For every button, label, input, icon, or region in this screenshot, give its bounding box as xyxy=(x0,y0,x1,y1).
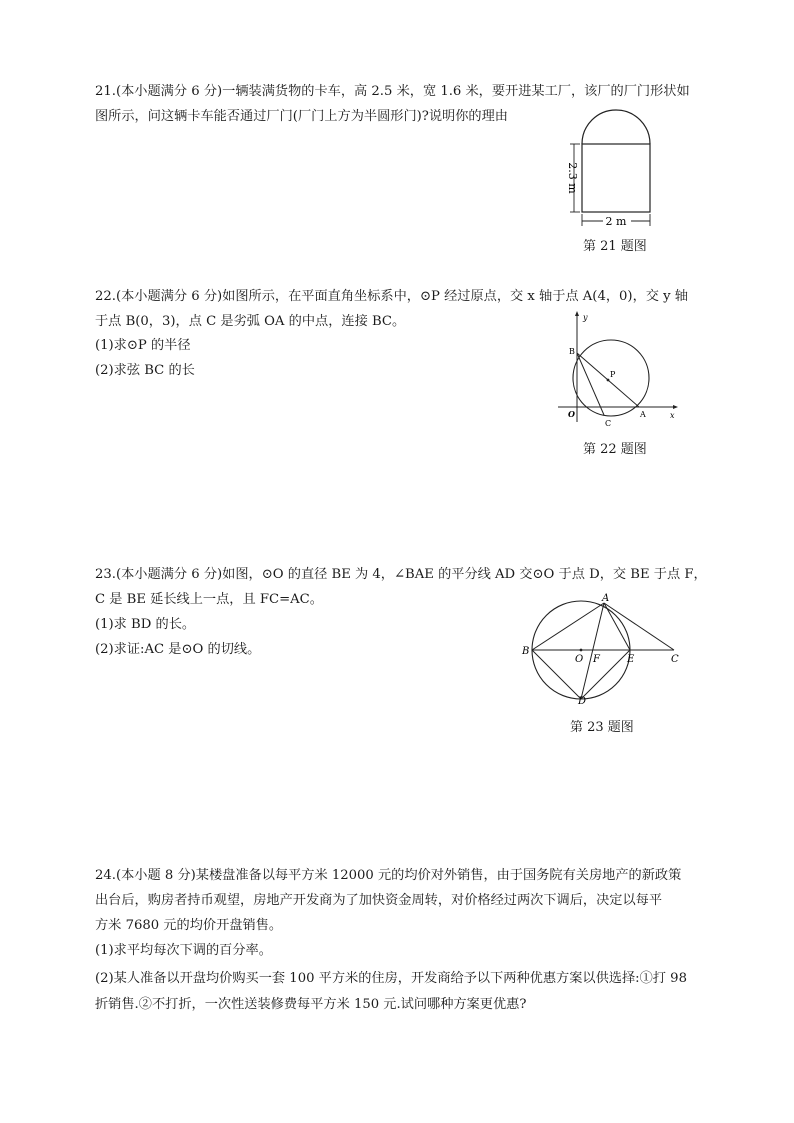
q21-width-label: 2 m xyxy=(605,215,627,228)
q24-line-1: 24.(本小题 8 分)某楼盘准备以每平方米 12000 元的均价对外销售，由于国务院有关房地产的新政策 xyxy=(95,868,682,883)
q23-label-d: D xyxy=(578,696,587,705)
q21-gate-figure xyxy=(553,105,663,230)
q23-line-1: 23.(本小题满分 6 分)如图，⊙O 的直径 BE 为 4，∠BAE 的平分线 AD 交⊙O 于点 D，交 BE 于点 F， xyxy=(95,567,707,582)
q22-label-x: x xyxy=(670,411,675,420)
q22-label-a: A xyxy=(640,410,646,419)
q23-label-c: C xyxy=(671,654,679,665)
q23-label-a: A xyxy=(602,593,610,604)
q22-caption: 第 22 题图 xyxy=(583,442,647,457)
q22-label-c: C xyxy=(605,419,612,428)
q22-line-1: 22.(本小题满分 6 分)如图所示，在平面直角坐标系中，⊙P 经过原点，交 x 轴于点 A(4，0)，交 y 轴 xyxy=(95,289,688,304)
q22-line-4: (2)求弦 BC 的长 xyxy=(95,363,195,378)
q23-caption: 第 23 题图 xyxy=(570,720,634,735)
q21-caption: 第 21 题图 xyxy=(583,239,647,254)
q22-line-2: 于点 B(0，3)，点 C 是劣弧 OA 的中点，连接 BC。 xyxy=(95,314,406,329)
q21-height-label: 2.3 m xyxy=(566,162,579,194)
q24-line-2: 出台后，购房者持币观望，房地产开发商为了加快资金周转，对价格经过两次下调后，决定以每平 xyxy=(95,893,663,908)
q23-circle-figure xyxy=(518,590,693,705)
q22-label-b: B xyxy=(569,347,575,356)
q24-line-4: (1)求平均每次下调的百分率。 xyxy=(95,943,272,958)
q22-label-y: y xyxy=(583,313,588,322)
q23-label-f: F xyxy=(593,654,600,665)
q23-label-b: B xyxy=(522,646,530,657)
q23-label-e: E xyxy=(627,654,635,665)
q21-line-1: 21.(本小题满分 6 分)一辆装满货物的卡车，高 2.5 米，宽 1.6 米，要开进某工厂，该厂的厂门形状如 xyxy=(95,84,690,99)
q24-line-3: 方米 7680 元的均价开盘销售。 xyxy=(95,918,283,933)
q22-coordinate-figure xyxy=(553,310,683,430)
q22-label-o: O xyxy=(568,409,575,419)
q22-label-p: P xyxy=(610,370,616,379)
q23-label-o: O xyxy=(575,654,584,665)
q22-line-3: (1)求⊙P 的半径 xyxy=(95,338,191,353)
q24-line-6: 折销售.②不打折，一次性送装修费每平方米 150 元.试问哪种方案更优惠? xyxy=(95,997,527,1012)
q23-line-3: (1)求 BD 的长。 xyxy=(95,617,196,632)
q24-line-5: (2)某人准备以开盘均价购买一套 100 平方米的住房，开发商给予以下两种优惠方案以供选择:①打 98 xyxy=(95,971,687,986)
q21-line-2: 图所示，问这辆卡车能否通过厂门(厂门上方为半圆形门)?说明你的理由 xyxy=(95,109,508,124)
q23-line-4: (2)求证:AC 是⊙O 的切线。 xyxy=(95,642,261,657)
q23-line-2: C 是 BE 延长线上一点，且 FC=AC。 xyxy=(95,592,323,607)
